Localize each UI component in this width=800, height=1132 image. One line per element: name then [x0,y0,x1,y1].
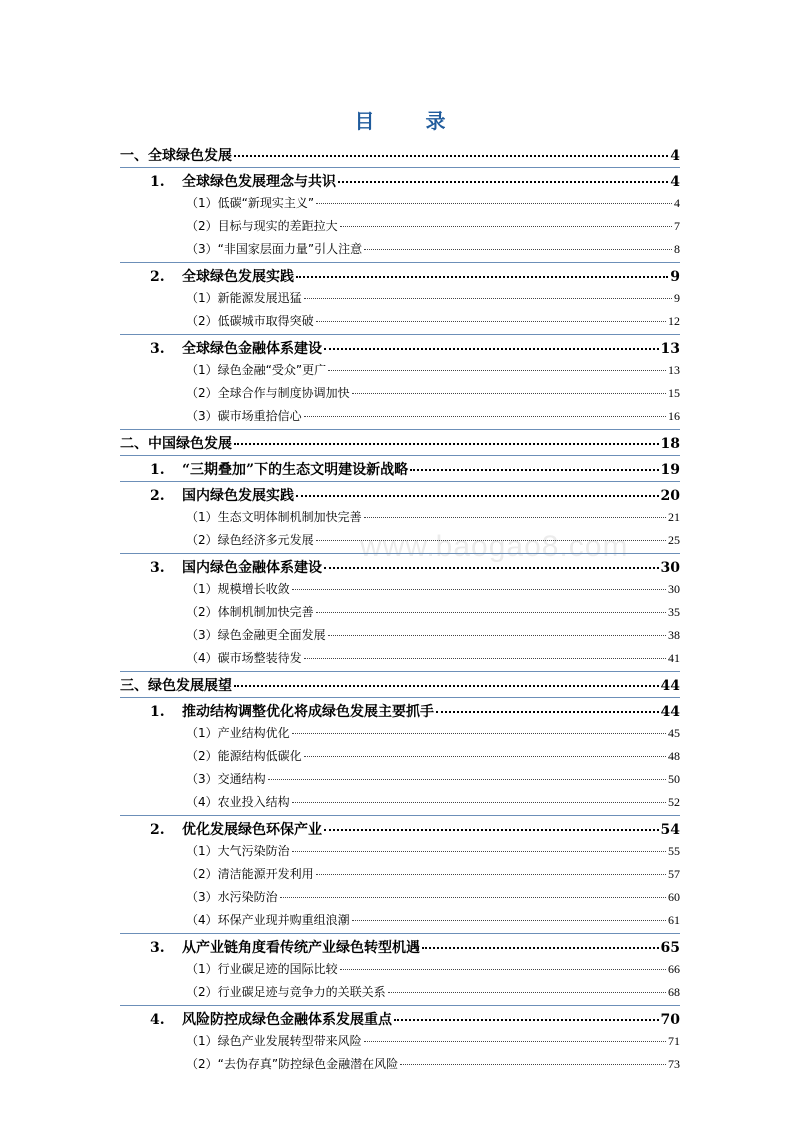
toc-divider [120,697,680,698]
toc-entry-level-3[interactable] [186,960,680,977]
toc-entry-number: （2） [186,1057,218,1071]
toc-title: 目 录 [354,109,468,133]
toc-entry-level-3[interactable] [186,626,680,643]
toc-entry-text: 国内绿色金融体系建设 [182,560,322,576]
toc-dot-leader [234,155,668,157]
toc-entry-number: （4） [186,795,218,809]
toc-entry-page: 55 [668,844,680,858]
toc-entry-number: （2） [186,867,218,881]
toc-entry-text: 行业碳足迹的国际比较 [217,962,338,976]
toc-entry-page: 21 [668,510,680,524]
toc-dot-leader [316,540,666,541]
toc-entry-page: 44 [660,704,680,720]
toc-entry-text: 全球绿色发展 [148,148,232,164]
toc-entry-text: 全球合作与制度协调加快 [217,386,350,400]
toc-entry-page: 73 [668,1057,680,1071]
toc-dot-leader [338,181,668,183]
toc-entry-page: 4 [674,196,680,210]
toc-entry-level-2[interactable] [150,557,680,577]
toc-dot-leader [324,829,659,831]
toc-entry-number: 2. [150,488,165,504]
toc-entry-text: 清洁能源开发利用 [217,867,314,881]
toc-entry-text: 水污染防治 [217,890,278,904]
toc-divider [120,334,680,335]
toc-entry-text: 绿色发展展望 [148,678,232,694]
toc-entry-text: 全球绿色发展实践 [182,269,294,285]
toc-entry-number: （3） [186,628,218,642]
toc-divider [120,429,680,430]
toc-entry-page: 9 [674,291,680,305]
toc-entry-text: 国内绿色发展实践 [182,488,294,504]
toc-dot-leader [364,1041,666,1042]
toc-entry-text: 新能源发展迅猛 [217,291,302,305]
toc-entry-number: （1） [186,962,218,976]
toc-entry-page: 15 [668,386,680,400]
toc-entry-text: 中国绿色发展 [148,436,232,452]
toc-entry-level-2[interactable] [150,171,680,191]
toc-entry-level-2[interactable] [150,701,680,721]
toc-entry-level-2[interactable] [150,937,680,957]
watermark: www.baogao8.com [360,530,629,563]
toc-dot-leader [388,992,666,993]
toc-entry-text: 低碳城市取得突破 [217,314,314,328]
toc-entry-number: 3. [150,940,165,956]
toc-entry-number: （1） [186,582,218,596]
toc-entry-text: 农业投入结构 [217,795,290,809]
toc-entry-text: 全球绿色发展理念与共识 [182,174,336,190]
toc-entry-page: 20 [660,488,680,504]
toc-entry-page: 16 [668,409,680,423]
toc-entry-number: （2） [186,386,218,400]
toc-entry-level-3[interactable] [186,217,680,234]
toc-entry-page: 65 [660,940,680,956]
toc-dot-leader [364,249,672,250]
toc-divider [120,455,680,456]
toc-entry-level-3[interactable] [186,842,680,859]
toc-entry-level-3[interactable] [186,793,680,810]
toc-dot-leader [422,947,659,949]
toc-dot-leader [400,1064,666,1065]
toc-dot-leader [328,635,666,636]
toc-entry-level-3[interactable] [186,747,680,764]
toc-entry-text: 行业碳足迹与竞争力的关联关系 [217,985,386,999]
toc-entry-number: 1. [150,704,165,720]
toc-entry-level-3[interactable] [186,580,680,597]
toc-entry-page: 4 [670,174,680,190]
toc-entry-level-3[interactable] [186,312,680,329]
toc-entry-text: 产业结构优化 [217,726,290,740]
toc-entry-text: 低碳“新现实主义” [217,196,315,210]
toc-entry-text: 目标与现实的差距拉大 [217,219,338,233]
toc-dot-leader [324,567,659,569]
toc-divider [120,671,680,672]
toc-entry-number: 1. [150,462,165,478]
toc-entry-text: 全球绿色金融体系建设 [182,341,322,357]
toc-dot-leader [352,920,666,921]
toc-entry-page: 48 [668,749,680,763]
toc-entry-level-1[interactable] [120,675,680,695]
toc-dot-leader [316,203,672,204]
toc-entry-page: 18 [660,436,680,452]
toc-entry-text: 从产业链角度看传统产业绿色转型机遇 [182,940,420,956]
toc-dot-leader [364,517,666,518]
toc-dot-leader [234,685,659,687]
toc-dot-leader [292,802,666,803]
toc-dot-leader [296,495,659,497]
toc-entry-level-3[interactable] [186,983,680,1000]
toc-dot-leader [304,416,666,417]
toc-dot-leader [304,756,666,757]
toc-entry-page: 9 [670,269,680,285]
toc-entry-level-3[interactable] [186,724,680,741]
toc-entry-text: 推动结构调整优化将成绿色发展主要抓手 [182,704,434,720]
toc-entry-number: 3. [150,341,165,357]
toc-entry-number: 4. [150,1012,165,1028]
toc-entry-page: 68 [668,985,680,999]
toc-divider [120,481,680,482]
toc-entry-number: 三、 [120,678,148,694]
toc-entry-page: 54 [660,822,680,838]
toc-entry-page: 50 [668,772,680,786]
toc-entry-number: （4） [186,651,218,665]
toc-entry-page: 66 [668,962,680,976]
toc-entry-level-1[interactable] [120,145,680,165]
toc-entry-text: 大气污染防治 [217,844,290,858]
toc-entry-level-2[interactable] [150,266,680,286]
toc-entry-level-3[interactable] [186,911,680,928]
toc-entry-number: （3） [186,242,218,256]
toc-entry-text: 风险防控成绿色金融体系发展重点 [182,1012,392,1028]
toc-entry-number: （1） [186,291,218,305]
toc-entry-text: “非国家层面力量”引人注意 [217,242,363,256]
toc-entry-text: 交通结构 [217,772,266,786]
toc-entry-text: 环保产业现并购重组浪潮 [217,913,350,927]
toc-entry-text: 绿色金融“受众”更广 [217,363,327,377]
toc-entry-number: （2） [186,749,218,763]
toc-entry-page: 25 [668,533,680,547]
toc-entry-page: 12 [668,314,680,328]
toc-entry-text: “三期叠加”下的生态文明建设新战略 [182,462,409,478]
toc-entry-level-3[interactable] [186,603,680,620]
toc-dot-leader [292,733,666,734]
toc-dot-leader [316,874,666,875]
toc-entry-level-3[interactable] [186,1055,680,1072]
toc-entry-level-2[interactable] [150,819,680,839]
toc-entry-level-3[interactable] [186,289,680,306]
toc-dot-leader [436,711,659,713]
toc-entry-level-3[interactable] [186,240,680,257]
toc-entry-number: （1） [186,844,218,858]
toc-entry-page: 30 [660,560,680,576]
toc-entry-text: 绿色金融更全面发展 [217,628,326,642]
toc-entry-page: 57 [668,867,680,881]
toc-entry-page: 52 [668,795,680,809]
toc-entry-page: 44 [660,678,680,694]
toc-entry-number: （2） [186,605,218,619]
toc-entry-level-3[interactable] [186,865,680,882]
toc-entry-level-2[interactable] [150,338,680,358]
toc-entry-level-3[interactable] [186,649,680,666]
toc-entry-level-3[interactable] [186,508,680,525]
toc-divider [120,1005,680,1006]
toc-entry-number: （1） [186,196,218,210]
toc-entry-number: （3） [186,409,218,423]
toc-entry-number: （1） [186,510,218,524]
toc-entry-page: 30 [668,582,680,596]
toc-dot-leader [304,658,666,659]
toc-entry-text: 碳市场整装待发 [217,651,302,665]
toc-entry-text: 能源结构低碳化 [217,749,302,763]
toc-dot-leader [268,779,666,780]
toc-dot-leader [394,1019,659,1021]
toc-entry-level-3[interactable] [186,361,680,378]
toc-entry-level-2[interactable] [150,485,680,505]
toc-entry-text: 优化发展绿色环保产业 [182,822,322,838]
toc-entry-number: （1） [186,363,218,377]
toc-dot-leader [292,851,666,852]
toc-dot-leader [410,469,658,471]
toc-dot-leader [234,443,659,445]
toc-entry-number: （4） [186,913,218,927]
toc-dot-leader [340,226,672,227]
toc-entry-level-3[interactable] [186,770,680,787]
toc-dot-leader [296,276,668,278]
toc-entry-number: （2） [186,985,218,999]
toc-entry-page: 61 [668,913,680,927]
toc-entry-text: 规模增长收敛 [217,582,290,596]
toc-entry-level-3[interactable] [186,384,680,401]
toc-entry-number: （2） [186,533,218,547]
toc-entry-number: （2） [186,219,218,233]
toc-entry-level-2[interactable] [150,459,680,479]
toc-entry-page: 71 [668,1034,680,1048]
toc-divider [120,815,680,816]
toc-entry-number: （1） [186,726,218,740]
toc-entry-page: 60 [668,890,680,904]
toc-divider [120,167,680,168]
toc-entry-page: 38 [668,628,680,642]
toc-divider [120,262,680,263]
toc-entry-level-3[interactable] [186,888,680,905]
toc-entry-page: 45 [668,726,680,740]
toc-entry-text: 生态文明体制机制加快完善 [217,510,362,524]
toc-entry-number: 1. [150,174,165,190]
toc-entry-level-3[interactable] [186,1032,680,1049]
toc-entry-number: 二、 [120,436,148,452]
toc-entry-text: 绿色产业发展转型带来风险 [217,1034,362,1048]
toc-entry-page: 35 [668,605,680,619]
toc-entry-page: 13 [660,341,680,357]
toc-entry-page: 19 [660,462,680,478]
toc-dot-leader [340,969,666,970]
toc-entry-text: 碳市场重拾信心 [217,409,302,423]
toc-dot-leader [292,589,666,590]
toc-entry-number: 2. [150,269,165,285]
toc-entry-number: （2） [186,314,218,328]
toc-entry-text: 绿色经济多元发展 [217,533,314,547]
toc-entry-level-3[interactable] [186,531,680,548]
toc-entry-number: 一、 [120,148,148,164]
toc-dot-leader [324,348,659,350]
toc-dot-leader [316,321,666,322]
toc-entry-number: （3） [186,772,218,786]
toc-entry-page: 70 [660,1012,680,1028]
toc-entry-text: “去伪存真”防控绿色金融潜在风险 [217,1057,399,1071]
toc-entry-page: 7 [674,219,680,233]
toc-dot-leader [316,612,666,613]
toc-dot-leader [352,393,666,394]
toc-divider [120,553,680,554]
toc-entry-level-1[interactable] [120,433,680,453]
toc-entry-page: 8 [674,242,680,256]
toc-entry-level-3[interactable] [186,194,680,211]
toc-entry-page: 4 [670,148,680,164]
toc-entry-page: 41 [668,651,680,665]
toc-entry-level-2[interactable] [150,1009,680,1029]
toc-dot-leader [328,370,666,371]
toc-entry-number: （3） [186,890,218,904]
toc-entry-page: 13 [668,363,680,377]
toc-entry-number: 2. [150,822,165,838]
toc-divider [120,933,680,934]
toc-entry-number: （1） [186,1034,218,1048]
toc-dot-leader [304,298,672,299]
toc-entry-level-3[interactable] [186,407,680,424]
toc-entry-text: 体制机制加快完善 [217,605,314,619]
toc-dot-leader [280,897,666,898]
toc-entry-number: 3. [150,560,165,576]
